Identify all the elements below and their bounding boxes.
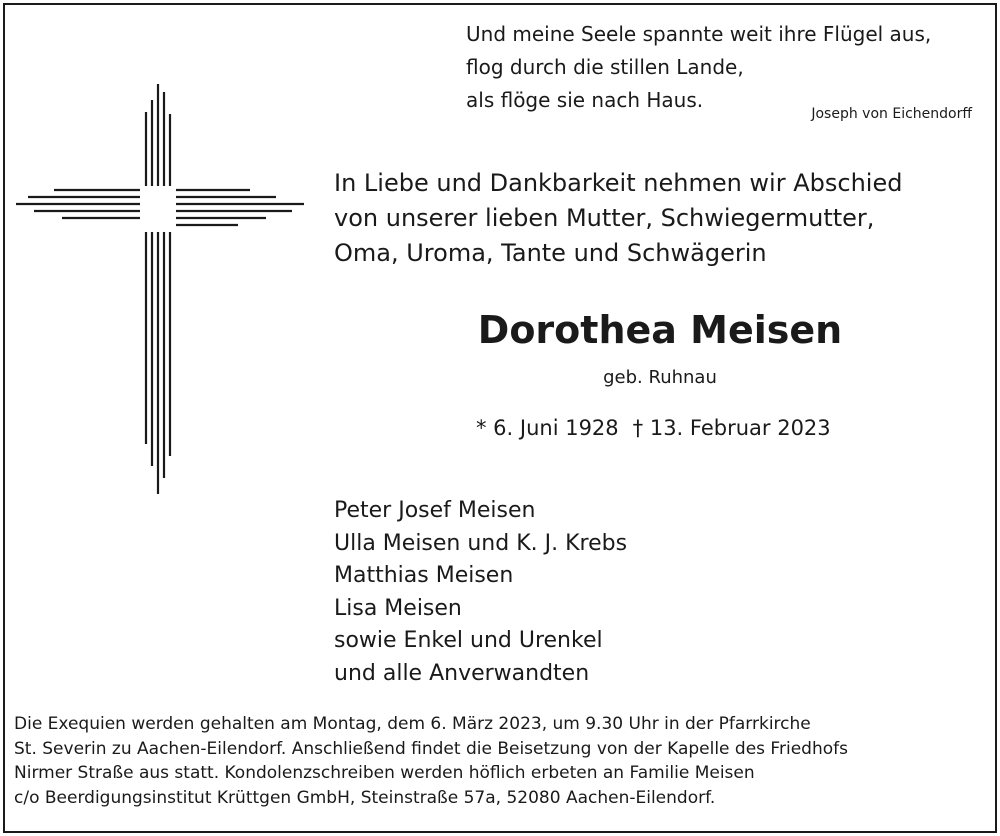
poem-line: flog durch die stillen Lande, <box>466 55 744 79</box>
funeral-notice <box>14 712 984 810</box>
notice-line: Die Exequien werden gehalten am Montag, dem 6. März 2023, um 9.30 Uhr in der Pfarrkirche <box>14 714 811 734</box>
poem-block <box>466 18 976 117</box>
stylized-cross-icon <box>14 82 314 502</box>
mourner-name: Peter Josef Meisen <box>334 498 536 523</box>
notice-line: St. Severin zu Aachen-Eilendorf. Anschließend findet die Beisetzung von der Kapelle des Friedhofs <box>14 738 848 759</box>
poem-author: Joseph von Eichendorff <box>811 106 972 122</box>
poem-line: als flöge sie nach Haus. <box>466 88 704 112</box>
intro-line: In Liebe und Dankbarkeit nehmen wir Abschied <box>334 169 903 197</box>
mourner-name: Matthias Meisen <box>334 563 514 588</box>
maiden-name: geb. Ruhnau <box>603 367 717 388</box>
notice-line: Nirmer Straße aus statt. Kondolenzschreiben werden höflich erbeten an Familie Meisen <box>14 763 755 783</box>
life-dates <box>476 412 831 444</box>
mourner-name: und alle Anverwandten <box>334 660 590 686</box>
intro-line: von unserer lieben Mutter, Schwiegermutter, <box>334 204 875 232</box>
deceased-name: Dorothea Meisen <box>477 308 843 352</box>
death-date: † 13. Februar 2023 <box>632 416 831 440</box>
poem-line: Und meine Seele spannte weit ihre Flügel aus, <box>466 22 932 46</box>
notice-line: c/o Beerdigungsinstitut Krüttgen GmbH, Steinstraße 57a, 52080 Aachen-Eilendorf. <box>14 787 716 808</box>
mourner-name: Ulla Meisen und K. J. Krebs <box>334 530 628 556</box>
intro-line: Oma, Uroma, Tante und Schwägerin <box>334 239 767 267</box>
mourner-name: Lisa Meisen <box>334 595 462 621</box>
mourner-name: sowie Enkel und Urenkel <box>334 628 603 653</box>
mourners-list <box>334 495 627 690</box>
birth-date: * 6. Juni 1928 <box>476 416 619 440</box>
farewell-intro <box>334 166 974 271</box>
